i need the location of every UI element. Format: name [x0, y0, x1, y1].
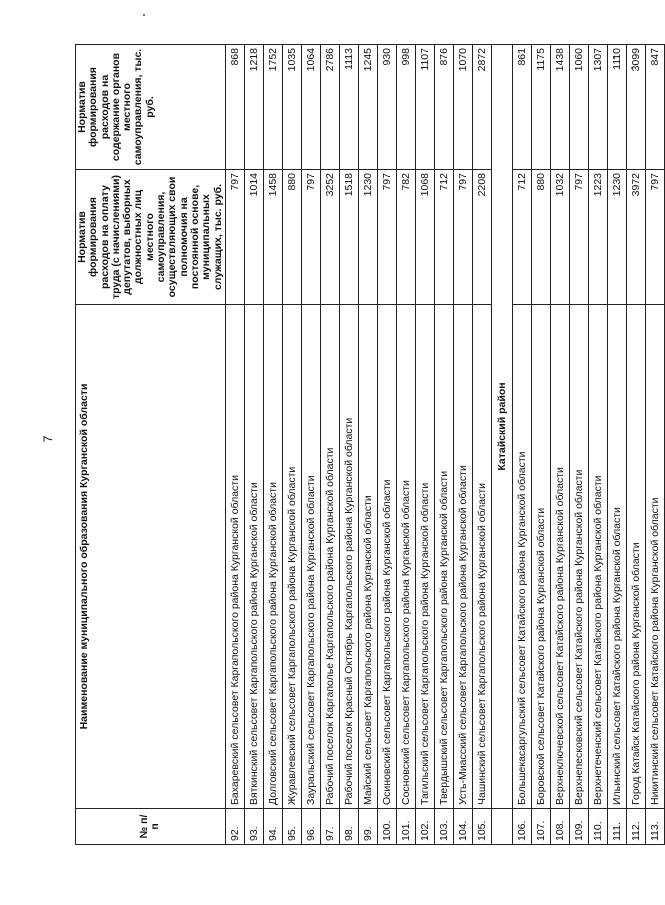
row-labor-norm: 712	[434, 170, 453, 305]
row-number: 94.	[263, 809, 282, 845]
row-upkeep-norm: 2786	[320, 45, 339, 170]
table-row	[588, 45, 607, 845]
table-row	[453, 45, 472, 845]
row-name: Никитинский сельсовет Катайского района Курганской области	[645, 305, 664, 809]
row-labor-norm: 797	[301, 170, 320, 305]
row-name: Город Катайск Катайского района Курганской области	[626, 305, 645, 809]
scan-speck	[143, 14, 145, 16]
row-labor-norm: 2208	[472, 170, 491, 305]
table-row	[358, 45, 377, 845]
row-name: Осиновский сельсовет Каргапольского района Курганской области	[377, 305, 396, 809]
row-labor-norm: 797	[569, 170, 588, 305]
row-name: Чашинский сельсовет Каргапольского района Курганской области	[472, 305, 491, 809]
row-upkeep-norm: 868	[225, 45, 244, 170]
row-name: Рабочий поселок Каргаполье Каргапольского района Курганской области	[320, 305, 339, 809]
row-number: 93.	[244, 809, 263, 845]
row-upkeep-norm: 1752	[263, 45, 282, 170]
row-labor-norm: 1518	[339, 170, 358, 305]
row-number: 112.	[626, 809, 645, 845]
row-labor-norm: 1014	[244, 170, 263, 305]
row-number: 105.	[472, 809, 491, 845]
row-name: Зауральский сельсовет Каргапольского района Курганской области	[301, 305, 320, 809]
page-number: 7	[41, 435, 55, 443]
row-name: Рабочий поселок Красный Октябрь Каргапольского района Курганской области	[339, 305, 358, 809]
row-number: 100.	[377, 809, 396, 845]
row-upkeep-norm: 930	[377, 45, 396, 170]
row-upkeep-norm: 1035	[282, 45, 301, 170]
row-labor-norm: 1068	[415, 170, 434, 305]
row-number: 110.	[588, 809, 607, 845]
row-name: Тагильский сельсовет Каргапольского района Курганской области	[415, 305, 434, 809]
row-name: Майский сельсовет Каргапольского района Курганской области	[358, 305, 377, 809]
row-upkeep-norm: 876	[434, 45, 453, 170]
row-name: Большекасаргульский сельсовет Катайского района Курганской области	[512, 305, 531, 809]
section-title: Катайский район	[491, 45, 512, 809]
table-row	[569, 45, 588, 845]
row-upkeep-norm: 1218	[244, 45, 263, 170]
row-name: Верхнетеченский сельсовет Катайского района Курганской области	[588, 305, 607, 809]
row-upkeep-norm: 1175	[531, 45, 550, 170]
row-upkeep-norm: 1438	[550, 45, 569, 170]
row-labor-norm: 797	[453, 170, 472, 305]
row-labor-norm: 3972	[626, 170, 645, 305]
row-labor-norm: 1458	[263, 170, 282, 305]
table-row	[282, 45, 301, 845]
row-upkeep-norm: 861	[512, 45, 531, 170]
row-number: 99.	[358, 809, 377, 845]
row-upkeep-norm: 1107	[415, 45, 434, 170]
table-row	[339, 45, 358, 845]
table-row	[434, 45, 453, 845]
row-labor-norm: 1230	[607, 170, 626, 305]
row-name: Ильинский сельсовет Катайского района Курганской области	[607, 305, 626, 809]
row-labor-norm: 1223	[588, 170, 607, 305]
section-cell-blank	[491, 809, 512, 845]
row-upkeep-norm: 3099	[626, 45, 645, 170]
row-number: 92.	[225, 809, 244, 845]
row-name: Боровской сельсовет Катайского района Курганской области	[531, 305, 550, 809]
row-name: Верхнепесковский сельсовет Катайского района Курганской области	[569, 305, 588, 809]
row-number: 95.	[282, 809, 301, 845]
row-number: 98.	[339, 809, 358, 845]
norms-table	[75, 44, 665, 845]
row-upkeep-norm: 1060	[569, 45, 588, 170]
row-name: Усть-Миасский сельсовет Каргапольского района Курганской области	[453, 305, 472, 809]
row-number: 103.	[434, 809, 453, 845]
row-number: 106.	[512, 809, 531, 845]
row-name: Верхнеключевской сельсовет Катайского района Курганской области	[550, 305, 569, 809]
table-row	[607, 45, 626, 845]
row-name: Сосновский сельсовет Каргапольского района Курганской области	[396, 305, 415, 809]
table-row	[472, 45, 491, 845]
row-number: 107.	[531, 809, 550, 845]
col-header-name: Наименование муниципального образования Курганской области	[76, 305, 226, 809]
row-labor-norm: 712	[512, 170, 531, 305]
row-upkeep-norm: 1110	[607, 45, 626, 170]
row-labor-norm: 797	[377, 170, 396, 305]
row-upkeep-norm: 1307	[588, 45, 607, 170]
col-header-number: № п/п	[76, 809, 226, 845]
row-upkeep-norm: 2872	[472, 45, 491, 170]
table-header-row	[76, 45, 226, 845]
section-row	[491, 45, 512, 845]
table-row	[396, 45, 415, 845]
row-labor-norm: 3252	[320, 170, 339, 305]
row-upkeep-norm: 1113	[339, 45, 358, 170]
table-row	[263, 45, 282, 845]
row-name: Твердышский сельсовет Каргапольского района Курганской области	[434, 305, 453, 809]
row-labor-norm: 880	[282, 170, 301, 305]
table-row	[301, 45, 320, 845]
row-upkeep-norm: 847	[645, 45, 664, 170]
row-name: Долговский сельсовет Каргапольского района Курганской области	[263, 305, 282, 809]
table-row	[377, 45, 396, 845]
row-number: 104.	[453, 809, 472, 845]
table-row	[415, 45, 434, 845]
row-upkeep-norm: 1245	[358, 45, 377, 170]
table-row	[244, 45, 263, 845]
row-upkeep-norm: 1070	[453, 45, 472, 170]
row-number: 113.	[645, 809, 664, 845]
row-number: 111.	[607, 809, 626, 845]
table-row	[626, 45, 645, 845]
rotated-table-wrapper	[75, 44, 665, 845]
col-header-labor-norm: Норматив формирования расходов на оплату труда (с начислениями) депутатов, выборных должностных лиц местного самоуправления, осуществляющих свои полномочия на постоянной основе, муниципальных служащих, тыс. руб.	[76, 170, 226, 305]
row-upkeep-norm: 998	[396, 45, 415, 170]
table-row	[645, 45, 664, 845]
row-number: 97.	[320, 809, 339, 845]
table-row	[550, 45, 569, 845]
table-row	[512, 45, 531, 845]
row-labor-norm: 782	[396, 170, 415, 305]
row-name: Журавлевский сельсовет Каргапольского района Курганской области	[282, 305, 301, 809]
col-header-upkeep-norm: Норматив формирования расходов на содержание органов местного самоуправления, тыс. руб.	[76, 45, 226, 170]
row-name: Вяткинский сельсовет Каргапольского района Курганской области	[244, 305, 263, 809]
row-labor-norm: 880	[531, 170, 550, 305]
row-upkeep-norm: 1064	[301, 45, 320, 170]
row-number: 108.	[550, 809, 569, 845]
row-labor-norm: 797	[225, 170, 244, 305]
row-name: Бахаревский сельсовет Каргапольского района Курганской области	[225, 305, 244, 809]
row-labor-norm: 797	[645, 170, 664, 305]
row-number: 109.	[569, 809, 588, 845]
table-row	[225, 45, 244, 845]
row-number: 102.	[415, 809, 434, 845]
row-labor-norm: 1032	[550, 170, 569, 305]
row-labor-norm: 1230	[358, 170, 377, 305]
row-number: 96.	[301, 809, 320, 845]
row-number: 101.	[396, 809, 415, 845]
table-row	[320, 45, 339, 845]
table-row	[531, 45, 550, 845]
